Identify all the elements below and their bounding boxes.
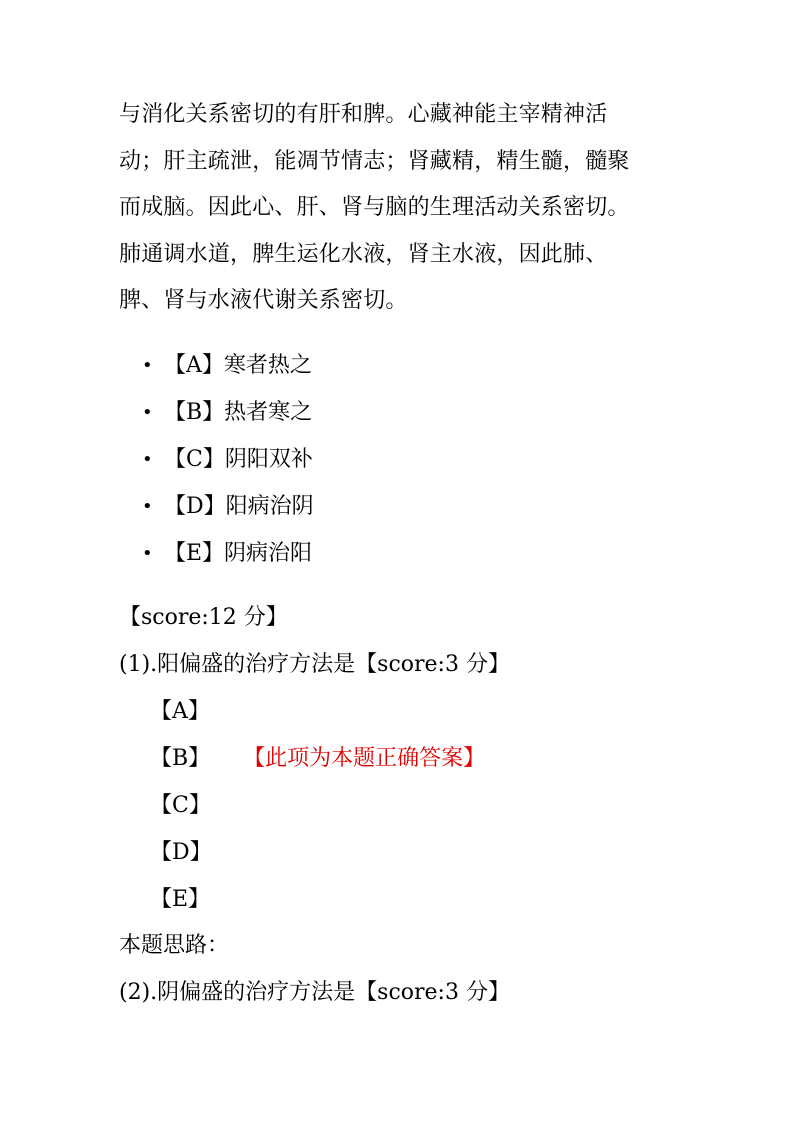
question-1-choice-c: 【C】 <box>150 793 211 818</box>
bullet-icon: • <box>142 543 153 564</box>
explanation-paragraph <box>119 92 679 325</box>
score-heading: 【score:12 分】 <box>119 605 288 630</box>
bullet-icon: • <box>142 449 153 470</box>
correct-answer-note: 【此项为本题正确答案】 <box>254 746 486 771</box>
option-label: 【A】寒者热之 <box>164 353 312 378</box>
paragraph-line: 与消化关系密切的有肝和脾。心藏神能主宰精神活 <box>119 102 608 127</box>
reasoning-label: 本题思路： <box>119 933 230 958</box>
option-label: 【D】阳病治阴 <box>164 494 314 519</box>
paragraph-line: 肺通调水道，脾生运化水液，肾主水液，因此肺、 <box>119 241 608 267</box>
option-item <box>142 342 314 389</box>
bullet-icon: • <box>142 355 153 376</box>
question-1-choice-d: 【D】 <box>150 840 212 865</box>
option-item <box>142 389 314 436</box>
options-list <box>142 342 314 577</box>
option-item <box>142 436 314 483</box>
question-1-title: (1).阳偏盛的治疗方法是【score:3 分】 <box>119 652 510 677</box>
question-1-choice-b-row <box>150 744 485 774</box>
paragraph-line: 脾、肾与水液代谢关系密切。 <box>119 288 408 313</box>
option-item <box>142 483 314 530</box>
option-label: 【C】阴阳双补 <box>164 447 313 472</box>
bullet-icon: • <box>142 402 153 423</box>
question-1-choice-a: 【A】 <box>150 699 210 724</box>
question-2-title: (2).阴偏盛的治疗方法是【score:3 分】 <box>119 980 510 1005</box>
option-label: 【B】热者寒之 <box>164 400 313 425</box>
paragraph-line: 动；肝主疏泄，能凋节情志；肾藏精，精生髓，髓聚 <box>119 148 630 174</box>
question-1-choice-e: 【E】 <box>150 887 211 912</box>
bullet-icon: • <box>142 496 153 517</box>
question-1-choice-b: 【B】 <box>150 746 211 771</box>
paragraph-line: 而成脑。因此心、肝、肾与脑的生理活动关系密切。 <box>119 195 630 220</box>
option-label: 【E】阴病治阳 <box>164 541 313 566</box>
option-item <box>142 530 314 577</box>
